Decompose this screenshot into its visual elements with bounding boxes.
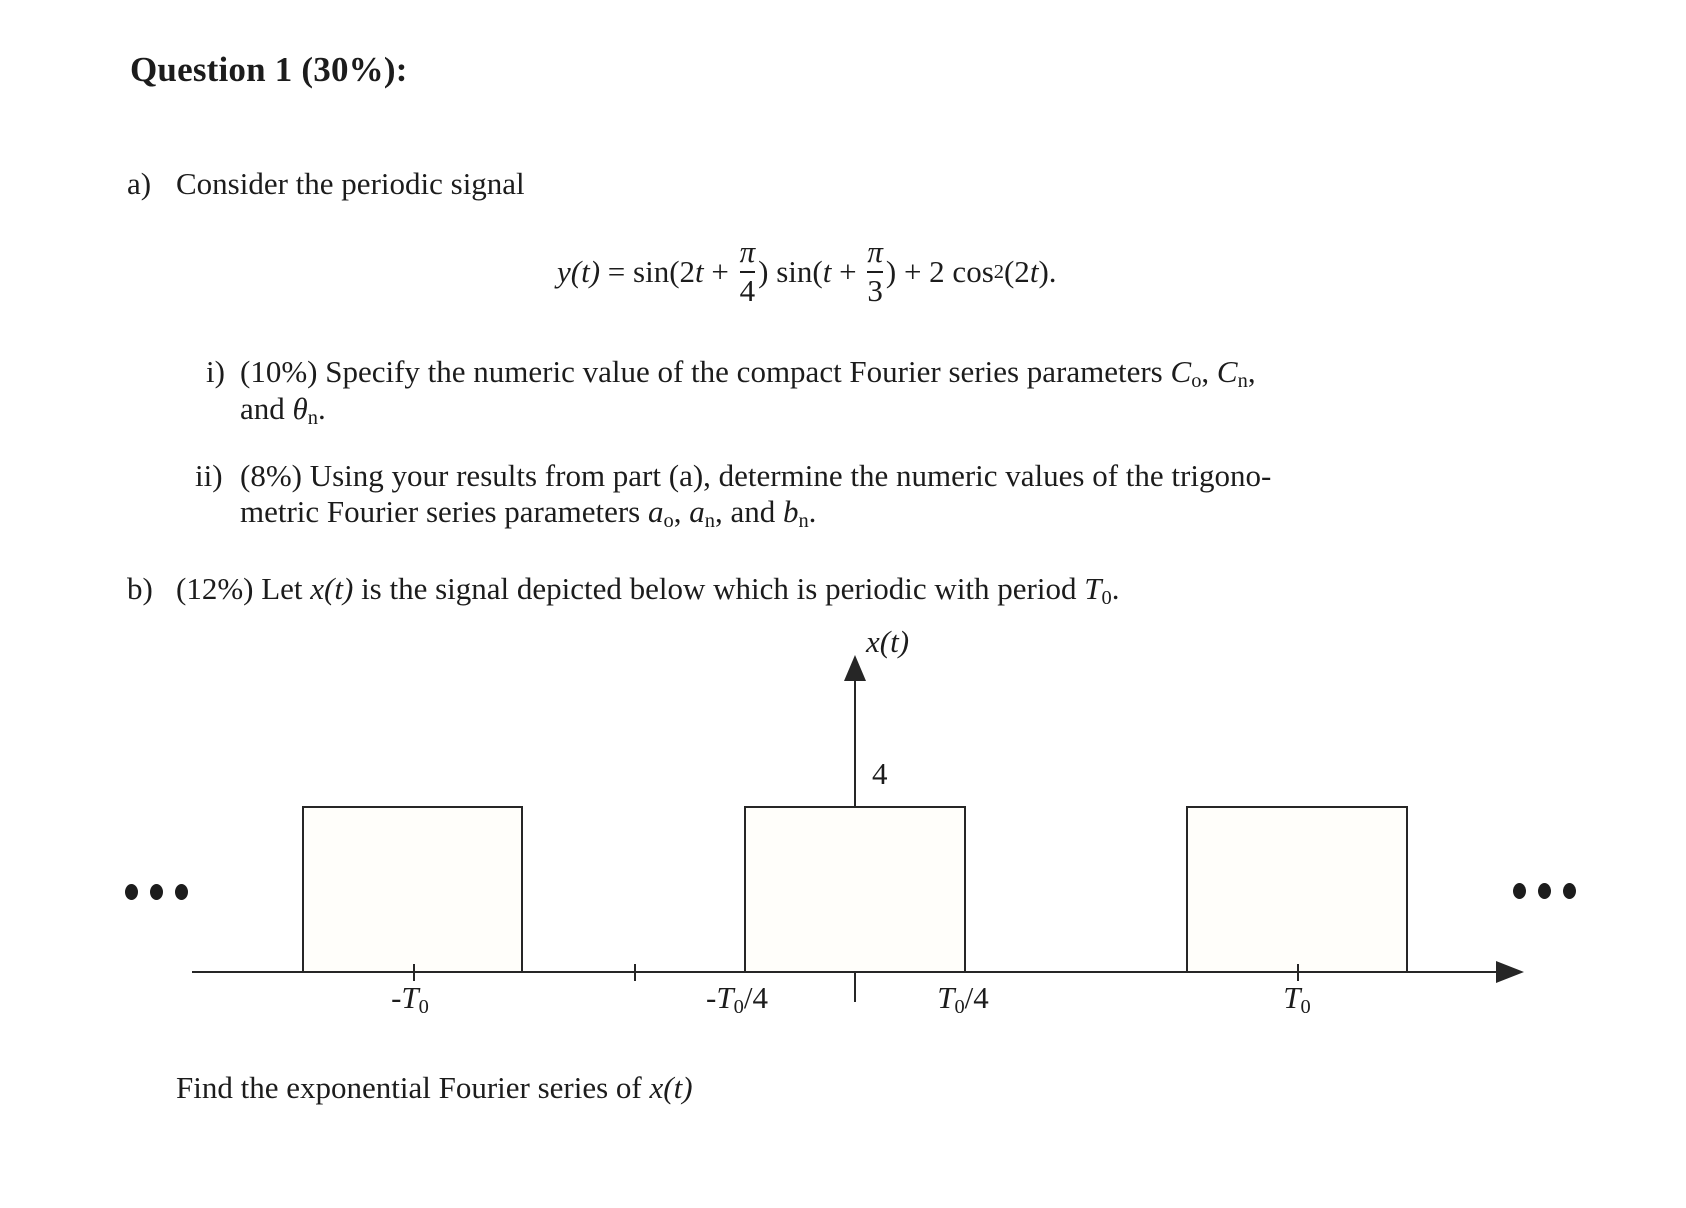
suffix: /4 <box>743 980 768 1015</box>
item-ii-text: metric Fourier series parameters <box>240 494 648 529</box>
dot-icon <box>175 884 188 900</box>
suffix: /4 <box>964 980 989 1015</box>
separator: , <box>1247 354 1256 389</box>
symbol-a-n: a <box>689 494 705 529</box>
question-title: Question 1 (30%): <box>130 50 408 89</box>
item-a-text: Consider the periodic signal <box>176 166 525 201</box>
equation-part: + <box>831 254 865 289</box>
axis-tick-neg-T0-half <box>634 964 636 981</box>
equation-var-t: t <box>822 254 832 289</box>
tick-label-neg-T0-over-4 <box>667 980 807 1019</box>
item-ii-line2 <box>240 494 816 533</box>
symbol-x-t: x(t) <box>310 571 354 606</box>
sign: - <box>706 980 717 1015</box>
ellipsis-left-icon <box>125 884 188 900</box>
item-i-label: i) <box>206 354 225 389</box>
period: . <box>1111 571 1120 606</box>
pulse-rect-center <box>744 806 966 973</box>
equation-part: (2 <box>1003 254 1030 289</box>
tick-label-T0-over-4 <box>893 980 1033 1019</box>
footer-instruction <box>176 1070 693 1106</box>
equation-y-t <box>557 234 1057 310</box>
item-ii-line1: (8%) Using your results from part (a), determine the numeric values of the trigono- <box>240 458 1272 493</box>
period: . <box>317 391 326 426</box>
dot-icon <box>1563 883 1576 899</box>
x-axis-arrow-icon <box>1496 961 1524 983</box>
fraction-denominator: 4 <box>739 273 756 308</box>
item-i-line2 <box>240 391 326 430</box>
item-b-text: is the signal depicted below which is periodic with period <box>353 571 1085 606</box>
fraction-numerator: π <box>739 234 756 270</box>
dot-icon <box>1538 883 1551 899</box>
fraction-denominator: 3 <box>867 273 883 308</box>
equation-part: ). <box>1038 254 1057 289</box>
fraction-numerator: π <box>867 234 883 270</box>
symbol-C-o: C <box>1170 354 1192 389</box>
tick-label-neg-T0 <box>340 980 480 1019</box>
fraction-pi-over-3 <box>867 236 883 307</box>
item-b-label: b) <box>127 571 153 606</box>
item-a-label: a) <box>127 166 152 201</box>
y-axis-title: x(t) <box>866 624 910 659</box>
equation-var-t: t <box>695 254 704 289</box>
pulse-rect-right <box>1186 806 1408 973</box>
equation-part: ) + 2 cos <box>885 254 994 289</box>
separator: , <box>1201 354 1217 389</box>
axis-tick-neg-T0 <box>413 964 415 981</box>
subscript: 0 <box>1101 587 1112 610</box>
symbol-x-t: x(t) <box>649 1070 693 1105</box>
footer-text: Find the exponential Fourier series of <box>176 1070 650 1105</box>
subscript: n <box>1237 370 1248 393</box>
subscript: 0 <box>1300 996 1311 1019</box>
sign: - <box>391 980 402 1015</box>
pulse-rect-left <box>302 806 523 973</box>
symbol-T: T <box>937 980 955 1015</box>
item-i-line1 <box>240 354 1256 393</box>
equation-var-t: t <box>1029 254 1039 289</box>
separator: , <box>673 494 690 529</box>
subscript: n <box>798 510 809 533</box>
subscript: n <box>307 407 318 430</box>
tick-label-T0 <box>1227 980 1367 1019</box>
ellipsis-right-icon <box>1513 883 1576 899</box>
subscript: n <box>704 510 715 533</box>
item-i-text: (10%) Specify the numeric value of the compact Fourier series parameters <box>240 354 1171 389</box>
item-b-line <box>176 571 1119 610</box>
dot-icon <box>150 884 163 900</box>
symbol-theta-n: θ <box>292 391 308 426</box>
period: . <box>808 494 817 529</box>
subscript: 0 <box>954 996 965 1019</box>
item-ii-label: ii) <box>195 458 223 493</box>
axis-tick-T0 <box>1297 964 1299 981</box>
equation-exponent: 2 <box>993 260 1004 283</box>
item-b-text: (12%) Let <box>176 571 311 606</box>
dot-icon <box>125 884 138 900</box>
symbol-C-n: C <box>1216 354 1238 389</box>
fraction-pi-over-4 <box>740 236 756 307</box>
amplitude-label: 4 <box>872 756 888 791</box>
subscript: o <box>663 510 674 533</box>
equation-part: + <box>703 254 737 289</box>
symbol-T: T <box>401 980 419 1015</box>
symbol-T: T <box>1283 980 1301 1015</box>
equation-part: = sin(2 <box>600 254 696 289</box>
symbol-b-n: b <box>782 494 799 529</box>
equation-lhs: y(t) <box>557 254 601 289</box>
equation-part: ) sin( <box>758 254 823 289</box>
symbol-T0: T <box>1084 571 1102 606</box>
x-axis-line <box>192 971 1510 973</box>
subscript: 0 <box>418 996 429 1019</box>
dot-icon <box>1513 883 1526 899</box>
item-i-text: and <box>240 391 293 426</box>
separator: , and <box>714 494 783 529</box>
subscript: 0 <box>733 996 744 1019</box>
symbol-a-o: a <box>648 494 664 529</box>
subscript: o <box>1191 370 1202 393</box>
symbol-T: T <box>716 980 734 1015</box>
